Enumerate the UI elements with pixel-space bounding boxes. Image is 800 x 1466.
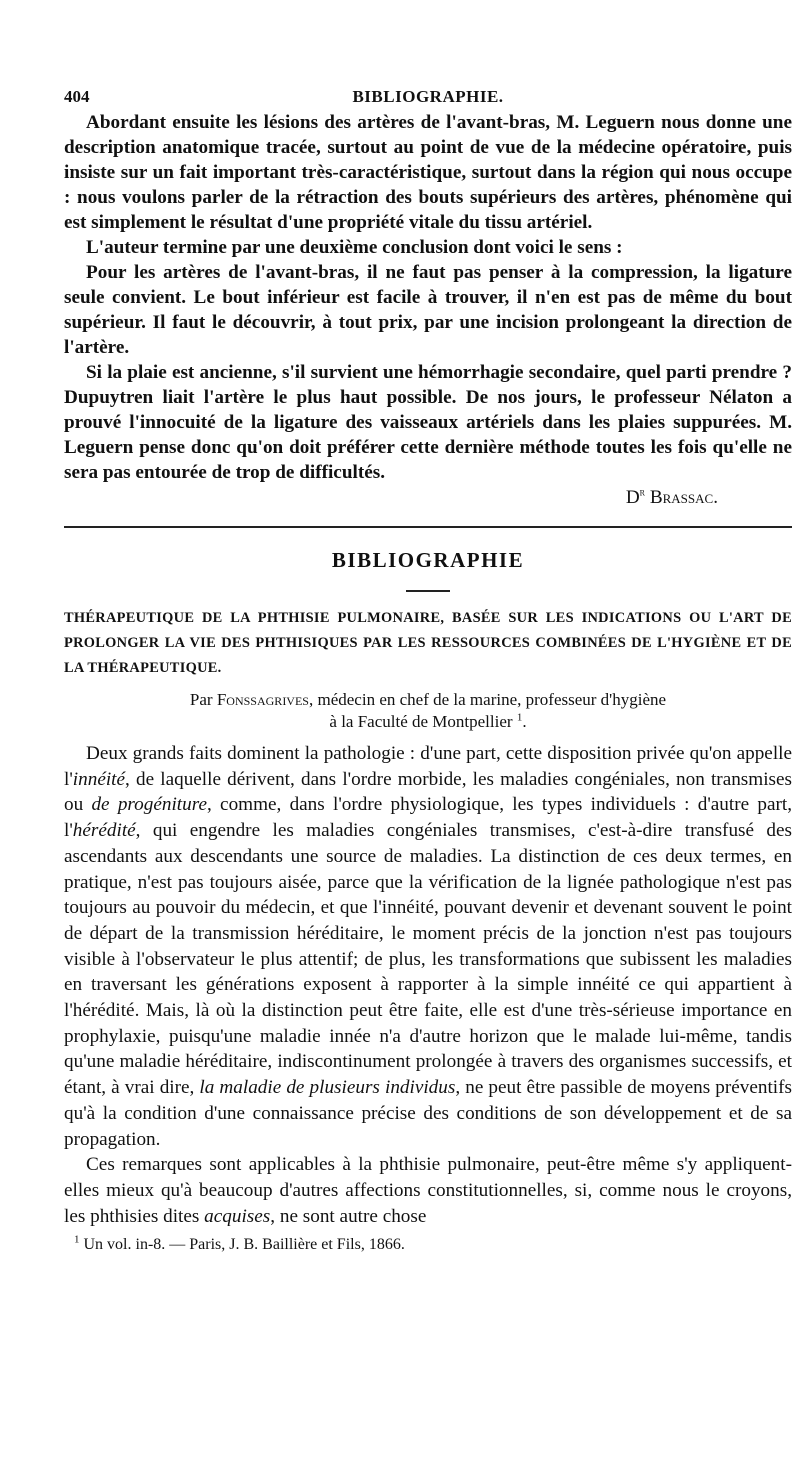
signature bbox=[64, 485, 792, 510]
running-title: BIBLIOGRAPHIE. bbox=[352, 87, 504, 106]
paragraph: Abordant ensuite les lésions des artères de l'avant-bras, M. Leguern nous donne une description anatomique tracée, surtout au point de vue de la médecine opératoire, puis insiste sur un fait important très-caractéristique, surtout dans la région qui nous occupe : nous voulons parler de la rétraction des bouts supérieurs des artères, phénomène qui est simplement le résultat d'une propriété vitale du tissu artériel. bbox=[64, 112, 792, 233]
author-name: Fonssagrives bbox=[216, 690, 309, 709]
signature-author: $D^r$ Brassac. bbox=[625, 486, 718, 508]
paragraph: Si la plaie est ancienne, s'il survient une hémorrhagie secondaire, quel parti prendre ? Dupuytren liait l'artère le plus haut possible. De nos jours, le professeur Nélaton a prouvé l'innocuité de la ligature des vaisseaux artériels dans les plaies suppurées. M. Leguern pense donc qu'on doit préférer cette dernière méthode toutes les fois qu'elle ne sera pas entourée de trop de difficultés. bbox=[64, 362, 792, 483]
section-title: BIBLIOGRAPHIE bbox=[331, 548, 525, 572]
paragraph: L'auteur termine par une deuxième conclusion dont voici le sens : bbox=[86, 237, 623, 258]
section-divider bbox=[64, 526, 792, 528]
footnote: $^1$ Un vol. in-8. — Paris, J. B. Baillière et Fils, 1866. bbox=[74, 1234, 405, 1254]
document-page bbox=[64, 84, 792, 1255]
paragraph: Pour les artères de l'avant-bras, il ne faut pas penser à la compression, la ligature seule convient. Le bout inférieur est facile à trouver, il n'en est pas de même du bout supérieur. Il faut le découvrir, à tout prix, par une incision prolongeant la direction de l'artère. bbox=[64, 262, 792, 358]
byline: Par Fonssagrives, médecin en chef de la marine, professeur d'hygiène à la Faculté de Montpellier $^1$. bbox=[189, 690, 667, 731]
title-underline bbox=[406, 590, 450, 592]
footnote-ref: 1 bbox=[516, 711, 523, 724]
page-number: 404 bbox=[64, 87, 90, 106]
book-title: THÉRAPEUTIQUE DE LA PHTHISIE PULMONAIRE, BASÉE SUR LES INDICATIONS OU L'ART DE PROLONGER LA VIE DES PHTHISIQUES PAR LES RESSOURCES COMBINÉES DE L'HYGIÈNE ET DE LA THÉRAPEUTIQUE. bbox=[64, 610, 792, 676]
body-paragraph: Ces remarques sont applicables à la phthisie pulmonaire, peut-être même s'y appliquent-elles mieux qu'à beaucoup d'autres affections constitutionnelles, si, comme nous le croyons, les phthisies dites acquises, ne sont autre chose bbox=[64, 1154, 792, 1227]
body-paragraph: Deux grands faits dominent la pathologie : d'une part, cette disposition privée qu'on appelle l'innéité, de laquelle dérivent, dans l'ordre morbide, les maladies congéniales, non transmises ou de progéniture, comme, dans l'ordre physiologique, les types individuels : d'autre part, l'hérédité, qui engendre les maladies congéniales transmises, c'est-à-dire transfusé des ascendants aux descendants une source de maladies. La distinction de ces deux termes, en pratique, n'est pas toujours aisée, parce que la vérification de la lignée pathologique n'est pas toujours au pouvoir du médecin, et que l'innéité, pouvant devenir et devenant souvent le point de départ de la transmission héréditaire, le moment précis de la jonction n'est pas toujours visible à l'observateur le plus attentif; de plus, les transformations que subissent les maladies en traversant les générations exposent à rapporter à la simple innéité ce qui appartient à l'hérédité. Mais, là où la distinction peut être faite, elle est d'une très-sérieuse importance en prophylaxie, puisqu'une maladie innée n'a d'autre horizon que le malade lui-même, tandis qu'une maladie héréditaire, indiscontinument prolongée à travers des organismes successifs, et étant, à vrai dire, la maladie de plusieurs individus, ne peut être passible de moyens préventifs qu'à la condition d'une connaissance précise des conditions de son développement et de sa propagation. bbox=[64, 743, 793, 1150]
page-header bbox=[64, 84, 792, 110]
